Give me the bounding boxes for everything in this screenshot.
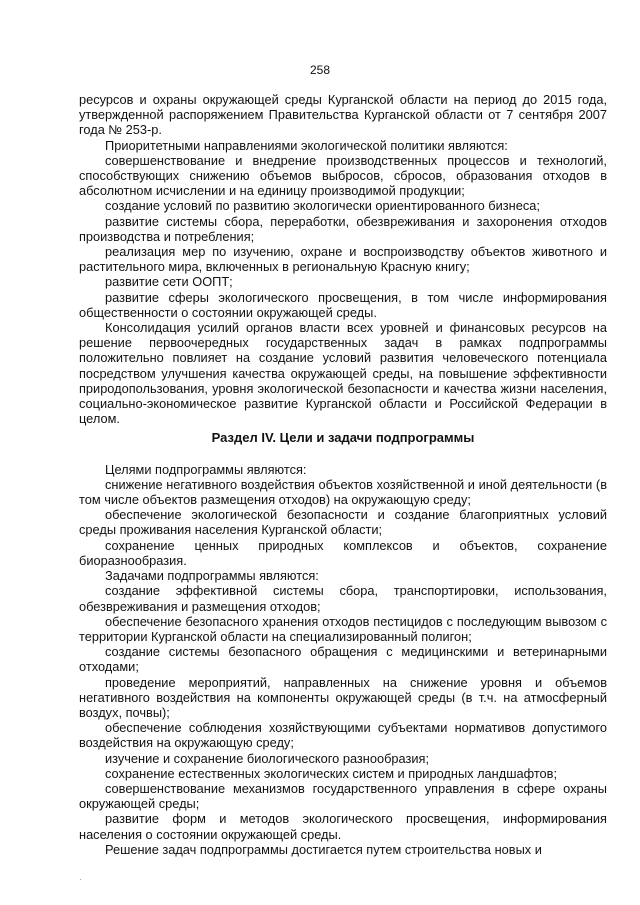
paragraph: Целями подпрограммы являются: bbox=[105, 461, 307, 477]
paragraph: развитие сети ООПТ; bbox=[105, 274, 233, 290]
page-mark: · bbox=[79, 875, 82, 884]
paragraph: Консолидация усилий органов власти всех уровней и финансовых ресурсов на решение первоочередных государственных задач в рамках подпрограммы положительно повлияет на создание условий развития человеческого потенциала посредством улучшения качества окружающей среды, на повышение эффективности природопользования, уровня экологической безопасности и качества жизни населения, социально-экономическое развитие Курганской области и Российской Федерации в целом. bbox=[79, 320, 607, 427]
paragraphs-after-heading bbox=[79, 462, 607, 857]
paragraph: сохранение естественных экологических систем и природных ландшафтов; bbox=[105, 765, 558, 781]
paragraph: изучение и сохранение биологического разнообразия; bbox=[105, 750, 430, 766]
paragraph: обеспечение соблюдения хозяйствующими субъектами нормативов допустимого воздействия на окружающую среду; bbox=[79, 720, 607, 751]
section-heading: Раздел IV. Цели и задачи подпрограммы bbox=[211, 430, 475, 446]
paragraph: создание системы безопасного обращения с медицинскими и ветеринарными отходами; bbox=[79, 644, 607, 675]
paragraphs-before-heading bbox=[79, 92, 607, 426]
paragraph: создание эффективной системы сбора, транспортировки, использования, обезвреживания и размещения отходов; bbox=[79, 583, 607, 614]
paragraph: Задачами подпрограммы являются: bbox=[105, 568, 319, 584]
paragraph: совершенствование механизмов государственного управления в сфере охраны окружающей среды; bbox=[79, 780, 607, 812]
paragraph: проведение мероприятий, направленных на снижение уровня и объемов негативного воздействия на компоненты окружающей среды (в т.ч. на атмосферный воздух, почвы); bbox=[79, 674, 607, 720]
paragraph: совершенствование и внедрение производственных процессов и технологий, способствующих снижению объемов выбросов, сбросов, образования отходов в абсолютном исчислении и на единицу производимой продукции; bbox=[79, 152, 607, 199]
paragraph: развитие сферы экологического просвещения, в том числе информирования общественности о состоянии окружающей среды. bbox=[79, 289, 607, 320]
page-number: 258 bbox=[309, 63, 331, 77]
paragraph: развитие форм и методов экологического просвещения, информирования населения о состоянии окружающей среды. bbox=[79, 811, 607, 842]
paragraph: создание условий по развитию экологически ориентированного бизнеса; bbox=[105, 198, 540, 214]
paragraph: Решение задач подпрограммы достигается путем строительства новых и bbox=[105, 841, 542, 857]
paragraph: реализация мер по изучению, охране и воспроизводству объектов животного и растительного мира, включенных в региональную Красную книгу; bbox=[79, 244, 607, 275]
paragraph: развитие системы сбора, переработки, обезвреживания и захоронения отходов производства и потребления; bbox=[79, 213, 607, 244]
paragraph: обеспечение экологической безопасности и создание благоприятных условий среды проживания населения Курганской области; bbox=[79, 507, 607, 538]
document-body bbox=[79, 92, 607, 857]
paragraph: Приоритетными направлениями экологической политики являются: bbox=[105, 137, 508, 153]
paragraph: обеспечение безопасного хранения отходов пестицидов с последующим вывозом с территории Курганской области на специализированный полигон; bbox=[79, 613, 607, 644]
paragraph: снижение негативного воздействия объектов хозяйственной и иной деятельности (в том числе объектов размещения отходов) на окружающую среду; bbox=[79, 476, 607, 508]
paragraph: ресурсов и охраны окружающей среды Курганской области на период до 2015 года, утвержденной распоряжением Правительства Курганской области от 7 сентября 2007 года № 253-р. bbox=[79, 92, 607, 138]
paragraph: сохранение ценных природных комплексов и объектов, сохранение биоразнообразия. bbox=[79, 537, 607, 568]
